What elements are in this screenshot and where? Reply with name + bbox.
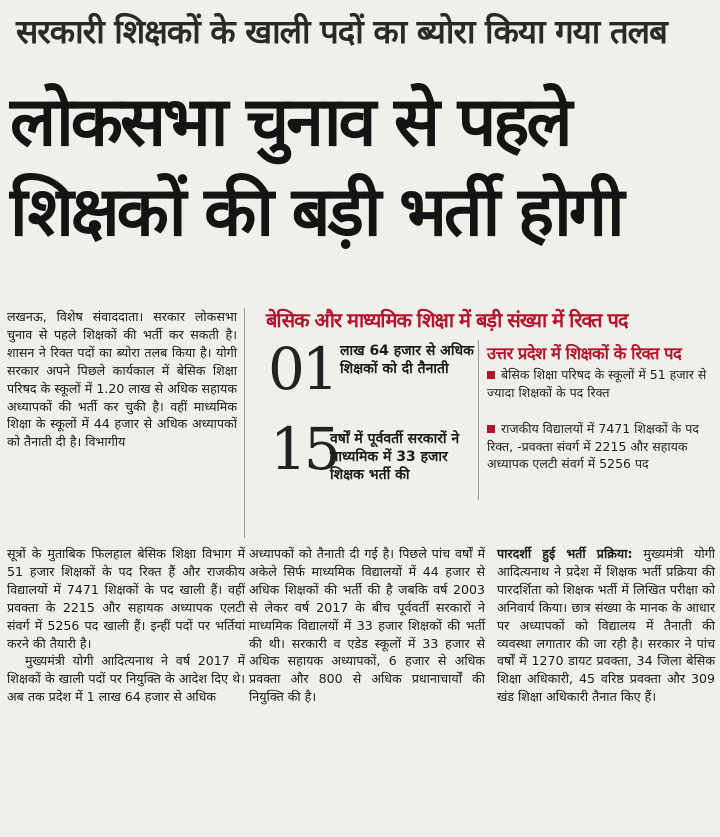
headline-line-1: लोकसभा चुनाव से पहले — [10, 83, 570, 162]
col3-lead: पारदर्शी हुई भर्ती प्रक्रिया: — [497, 546, 633, 561]
infobox-divider — [478, 340, 479, 500]
kicker-headline: सरकारी शिक्षकों के खाली पदों का ब्योरा किया गया तलब — [16, 12, 667, 51]
stat-2-text: वर्षों में पूर्ववर्ती सरकारों ने माध्यमिक में 33 हजार शिक्षक भर्ती की — [330, 431, 460, 483]
stat-1-text: लाख 64 हजार से अधिक शिक्षकों को दी तैनाती — [340, 343, 474, 377]
col1-text: सूत्रों के मुताबिक फिलहाल बेसिक शिक्षा विभाग में 51 हजार शिक्षकों के पद रिक्त हैं और राजकीय विद्यालयों में 7471 शिक्षकों के पद खाली हैं। वहीं प्रवक्ता के 2215 और सहायक अध्यापक एलटी संवर्ग में 5256 पद खाली हैं। इन्हीं पदों पर भर्तियां करने की तैयारी है। — [7, 546, 245, 651]
body-column-3 — [497, 545, 715, 706]
vacancy-bullet-1: बेसिक शिक्षा परिषद के स्कूलों में 51 हजार से ज्यादा शिक्षकों के पद रिक्त — [487, 367, 707, 400]
col1b-text: मुख्यमंत्री योगी आदित्यनाथ ने वर्ष 2017 में शिक्षकों के खाली पदों पर नियुक्ति के आदेश दिए थे। अब तक प्रदेश में 1 लाख 64 हजार से अधिक — [7, 653, 245, 705]
headline-line-2: शिक्षकों की बड़ी भर्ती होगी — [10, 173, 622, 252]
bullet-square-icon — [487, 371, 495, 379]
col2-text: अध्यापकों को तैनाती दी गई है। पिछले पांच वर्षों में अकेले सिर्फ माध्यमिक विद्यालयों में 44 हजार से अधिक शिक्षकों की भर्ती की है जबकि वर्ष 2003 से लेकर वर्ष 2017 के बीच पूर्ववर्ती सरकारों ने माध्यमिक विद्यालयों में 33 हजार शिक्षकों की भर्ती की थी। सरकारी व एडेड स्कूलों में 33 हजार से अधिक सहायक अध्यापकों, 6 हजार से अधिक प्रवक्ता और 800 से अधिक प्रधानाचार्यों की नियुक्ति की है। — [249, 546, 485, 705]
column-divider — [244, 308, 245, 538]
intro-text: लखनऊ, विशेष संवाददाता। सरकार लोकसभा चुनाव से पहले शिक्षकों की भर्ती कर सकती है। शासन ने रिक्त पदों का ब्योरा तलब किया है। योगी सरकार अपने पिछले कार्यकाल में बेसिक शिक्षा परिषद के स्कूलों में 1.20 लाख से अधिक सहायक अध्यापकों की भर्ती कर चुकी है। वहीं माध्यमिक शिक्षा के स्कूलों में 44 हजार से अधिक अध्यापकों को तैनाती दी है। विभागीय — [7, 309, 237, 450]
stat-1-number: 01 — [268, 335, 336, 403]
vacancy-title: उत्तर प्रदेश में शिक्षकों के रिक्त पद — [487, 344, 682, 363]
body-column-1 — [7, 545, 245, 706]
body-column-2 — [249, 545, 485, 706]
stat-2-number: 15 — [270, 415, 338, 483]
vacancy-bullet-2: राजकीय विद्यालयों में 7471 शिक्षकों के पद रिक्त, -प्रवक्ता संवर्ग में 2215 और सहायक अध्यापक एलटी संवर्ग में 5256 पद — [487, 421, 699, 471]
infobox-title: बेसिक और माध्यमिक शिक्षा में बड़ी संख्या में रिक्त पद — [266, 308, 628, 332]
col3-text: मुख्यमंत्री योगी आदित्यनाथ ने प्रदेश में शिक्षक भर्ती प्रक्रिया की पारदर्शिता को शिक्षक भर्ती में लिखित परीक्षा को अनिवार्य किया। छात्र संख्या के मानक के आधार पर अध्यापकों को विद्यालय में तैनाती की व्यवस्था लगातार की जा रही है। सरकार ने पांच वर्षों में 1270 डायट प्रवक्ता, 34 जिला बेसिक शिक्षा अधिकारी, 45 वरिष्ठ प्रवक्ता और 309 खंड शिक्षा अधिकारी तैनात किए हैं। — [497, 546, 715, 705]
intro-paragraph — [7, 308, 237, 451]
bullet-square-icon — [487, 425, 495, 433]
